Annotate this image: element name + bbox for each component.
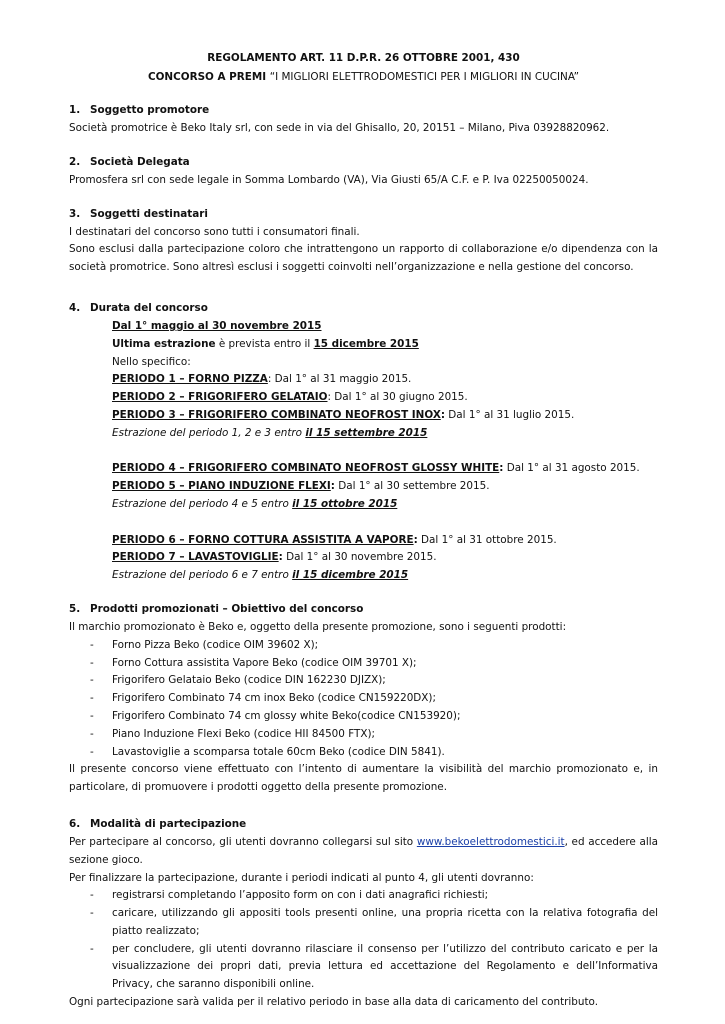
contest-dates: Dal 1° maggio al 30 novembre 2015 — [112, 319, 322, 332]
period-dates: : Dal 1° al 30 giugno 2015. — [327, 391, 468, 404]
participation-steps-intro: Per finalizzare la partecipazione, durante i periodi indicati al punto 4, gli utenti dovranno: — [69, 871, 534, 884]
spacer — [112, 443, 658, 461]
section-participation — [69, 815, 658, 1012]
period-6 — [112, 532, 658, 550]
last-draw-date: 15 dicembre 2015 — [313, 337, 419, 350]
period-dates: Dal 1° al 31 luglio 2015. — [444, 408, 575, 421]
document-title: REGOLAMENTO ART. 11 D.P.R. 26 OTTOBRE 2001, 430 — [207, 52, 520, 64]
list-item: - Piano Induzione Flexi Beko (codice HII 84500 FTX); — [69, 726, 658, 744]
period-colon: : — [413, 533, 418, 546]
period-1 — [112, 371, 658, 389]
products-intro: Il marchio promozionato è Beko e, oggetto della presente promozione, sono i seguenti prodotti: — [69, 620, 567, 633]
list-item: - Forno Pizza Beko (codice OIM 39602 X); — [69, 637, 658, 655]
section-title: Durata del concorso — [90, 301, 208, 314]
last-draw-text: è prevista entro il — [215, 337, 314, 350]
period-label: PERIODO 7 – LAVASTOVIGLIE — [112, 551, 279, 564]
section-duration — [69, 299, 658, 585]
products-list — [69, 637, 658, 762]
period-colon: : — [278, 551, 283, 564]
period-dates: Dal 1° al 31 agosto 2015. — [503, 462, 640, 475]
draw-date: il 15 ottobre 2015 — [292, 497, 398, 510]
list-item: - Frigorifero Gelataio Beko (codice DIN 162230 DJIZX); — [69, 672, 658, 690]
spacer — [112, 514, 658, 532]
period-5 — [112, 478, 658, 496]
period-label: PERIODO 3 – FRIGORIFERO COMBINATO NEOFROST INOX — [112, 408, 441, 421]
period-label: PERIODO 4 – FRIGORIFERO COMBINATO NEOFROST GLOSSY WHITE — [112, 462, 500, 475]
section-number: 2. — [69, 155, 81, 168]
contest-label: CONCORSO A PREMI — [147, 71, 270, 83]
participation-text — [69, 834, 658, 870]
draw-date: il 15 dicembre 2015 — [292, 569, 409, 582]
list-item: - per concludere, gli utenti dovranno rilasciare il consenso per l’utilizzo del contributo caricato e per la visualizzazione dei propri dati, previa lettura ed accettazione del Regolamento e dell’Informativa Privacy, che saranno disponibili online. — [69, 941, 658, 994]
draw-date: il 15 settembre 2015 — [305, 426, 428, 439]
section-heading — [69, 815, 658, 834]
period-4 — [112, 460, 658, 478]
recipients-text: I destinatari del concorso sono tutti i consumatori finali. — [69, 225, 360, 238]
section-number: 3. — [69, 207, 81, 220]
products-outro: Il presente concorso viene effettuato con l’intento di aumentare la visibilità del marchio promozionato e, in particolare, di promuovere i prodotti oggetto della presente promozione. — [69, 763, 658, 794]
list-item: - Frigorifero Combinato 74 cm glossy white Beko(codice CN153920); — [69, 708, 658, 726]
period-dates: Dal 1° al 30 settembre 2015. — [334, 480, 490, 493]
period-7 — [112, 549, 658, 567]
draw-2 — [112, 496, 658, 514]
section-heading — [69, 299, 658, 318]
duration-details — [69, 318, 658, 585]
period-label: PERIODO 6 – FORNO COTTURA ASSISTITA A VAPORE — [112, 533, 414, 546]
contest-title — [69, 68, 658, 87]
period-colon: : — [499, 462, 504, 475]
period-dates: : Dal 1° al 31 maggio 2015. — [267, 373, 412, 386]
delegate-text: Promosfera srl con sede legale in Somma Lombardo (VA), Via Giusti 65/A C.F. e P. Iva 02250050024. — [69, 173, 589, 186]
period-colon: : — [330, 480, 335, 493]
section-number: 6. — [69, 817, 81, 830]
last-draw-label: Ultima estrazione — [112, 337, 216, 350]
contest-name: “I MIGLIORI ELETTRODOMESTICI PER I MIGLIORI IN CUCINA” — [269, 71, 580, 83]
section-heading — [69, 600, 658, 619]
section-number: 5. — [69, 602, 81, 615]
section-recipients — [69, 205, 658, 277]
section-delegate — [69, 153, 658, 190]
section-heading — [69, 101, 658, 120]
period-label: PERIODO 2 – FRIGORIFERO GELATAIO — [112, 391, 328, 404]
draw-text: Estrazione del periodo 6 e 7 entro — [112, 569, 293, 582]
section-number: 1. — [69, 104, 81, 116]
draw-text: Estrazione del periodo 1, 2 e 3 entro — [112, 426, 306, 439]
exclusions-text: Sono esclusi dalla partecipazione coloro che intrattengono un rapporto di collaborazione e/o dipendenza con la società promotrice. Sono altresì esclusi i soggetti coinvolti nell’organizzazione e nella gestione del concorso. — [69, 243, 658, 274]
draw-text: Estrazione del periodo 4 e 5 entro — [112, 497, 293, 510]
list-item: - registrarsi completando l’apposito form on con i dati anagrafici richiesti; — [69, 887, 658, 905]
period-3 — [112, 407, 658, 425]
participation-intro: Per partecipare al concorso, gli utenti dovranno collegarsi sul sito — [69, 835, 417, 848]
period-2 — [112, 389, 658, 407]
section-title: Soggetto promotore — [90, 104, 210, 116]
section-title: Prodotti promozionati – Obiettivo del concorso — [90, 602, 364, 615]
draw-1 — [112, 425, 658, 443]
section-promoter — [69, 101, 658, 138]
section-number: 4. — [69, 301, 81, 314]
period-dates: Dal 1° al 31 ottobre 2015. — [417, 533, 557, 546]
period-label: PERIODO 1 – FORNO PIZZA — [112, 373, 268, 386]
participation-intro-end: , ed accedere alla sezione gioco. — [69, 835, 658, 866]
draw-3 — [112, 567, 658, 585]
period-dates: Dal 1° al 30 novembre 2015. — [282, 551, 437, 564]
list-item: - Frigorifero Combinato 74 cm inox Beko (codice CN159220DX); — [69, 690, 658, 708]
specific-label: Nello specifico: — [112, 355, 191, 368]
section-title: Soggetti destinatari — [90, 207, 208, 220]
last-draw — [112, 336, 658, 354]
section-heading — [69, 205, 658, 224]
section-products — [69, 600, 658, 797]
list-item: - Forno Cottura assistita Vapore Beko (codice OIM 39701 X); — [69, 655, 658, 673]
promoter-text: Società promotrice è Beko Italy srl, con sede in via del Ghisallo, 20, 20151 – Milano, Piva 03928820962. — [69, 122, 610, 134]
list-item: - Lavastoviglie a scomparsa totale 60cm Beko (codice DIN 5841). — [69, 744, 658, 762]
steps-list — [69, 887, 658, 994]
period-label: PERIODO 5 – PIANO INDUZIONE FLEXI — [112, 480, 331, 493]
section-title: Società Delegata — [90, 155, 190, 168]
site-link[interactable]: www.bekoelettrodomestici.it — [416, 835, 565, 848]
list-item: - caricare, utilizzando gli appositi tools presenti online, una propria ricetta con la relativa fotografia del piatto realizzato; — [69, 905, 658, 941]
section-heading — [69, 153, 658, 172]
period-colon: : — [440, 408, 445, 421]
participation-validity: Ogni partecipazione sarà valida per il relativo periodo in base alla data di caricamento del contributo. — [69, 996, 599, 1009]
section-title: Modalità di partecipazione — [90, 817, 247, 830]
